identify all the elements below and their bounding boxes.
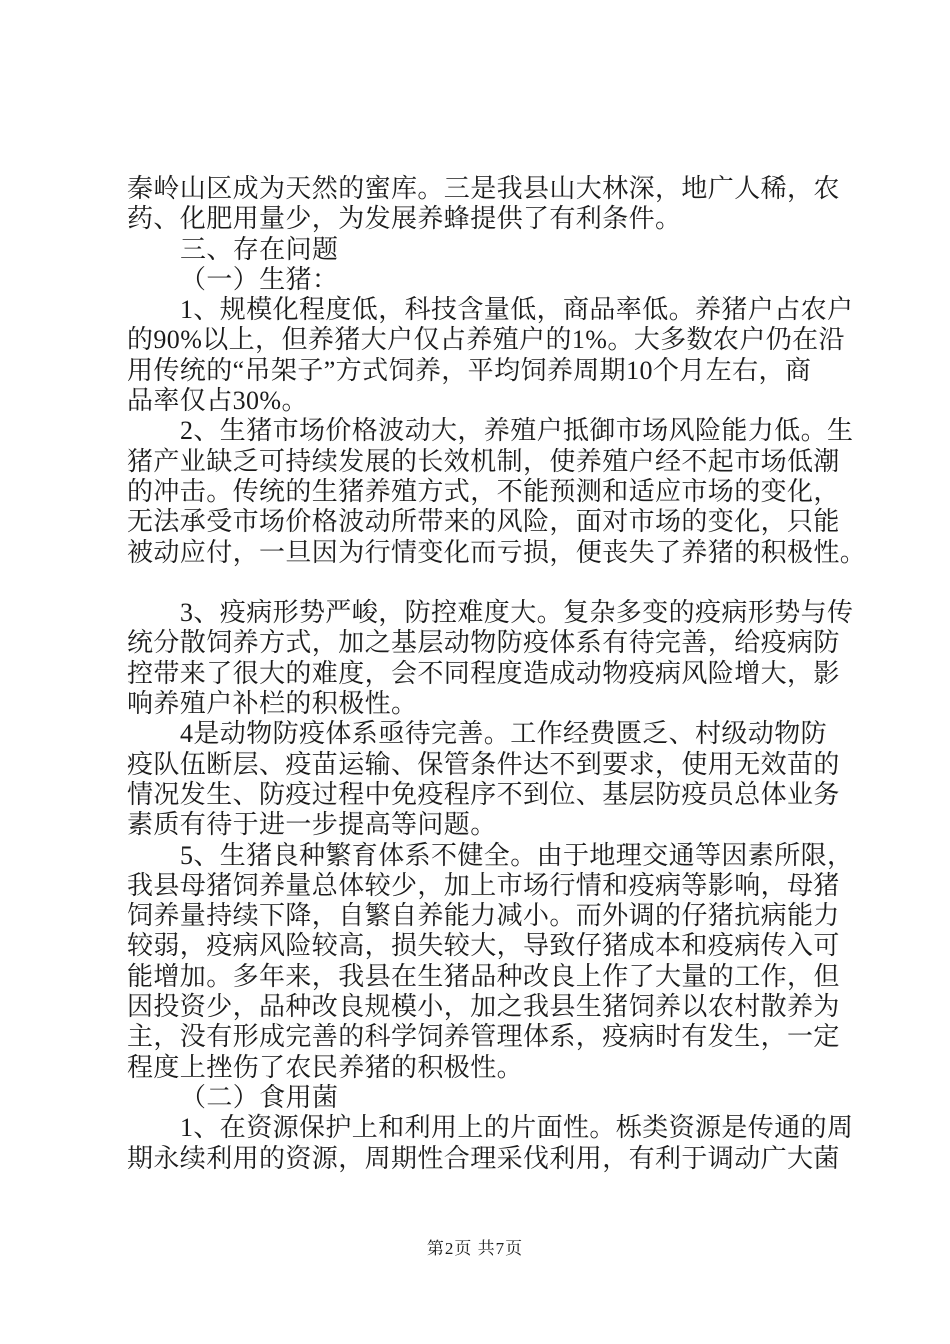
blank-line — [127, 568, 887, 598]
text-line: 控带来了很大的难度，会不同程度造成动物疫病风险增大，影 — [127, 658, 840, 688]
text-line: 主，没有形成完善的科学饲养管理体系，疫病时有发生，一定 — [127, 1022, 840, 1052]
text-line: 5、生猪良种繁育体系不健全。由于地理交通等因素所限， — [180, 840, 854, 870]
text-line: 的冲击。传统的生猪养殖方式，不能预测和适应市场的变化， — [127, 476, 840, 506]
text-line: 统分散饲养方式，加之基层动物防疫体系有待完善，给疫病防 — [127, 628, 840, 658]
text-line: 药、化肥用量少，为发展养蜂提供了有利条件。 — [127, 204, 682, 234]
text-line: 用传统的“吊架子”方式饲养，平均饲养周期10个月左右，商 — [127, 355, 812, 385]
text-line: 的90%以上，但养猪大户仅占养殖户的1%。大多数农户仍在沿 — [127, 325, 845, 355]
text-line: 1、在资源保护上和利用上的片面性。栎类资源是传通的周 — [180, 1113, 854, 1143]
text-line: 三、存在问题 — [180, 234, 339, 264]
text-line: 期永续利用的资源，周期性合理采伐利用，有利于调动广大菌 — [127, 1143, 840, 1173]
text-line: 程度上挫伤了农民养猪的积极性。 — [127, 1052, 524, 1082]
text-line: 因投资少，品种改良规模小，加之我县生猪饲养以农村散养为 — [127, 992, 840, 1022]
text-line: 无法承受市场价格波动所带来的风险，面对市场的变化，只能 — [127, 507, 840, 537]
text-line: 响养殖户补栏的积极性。 — [127, 689, 418, 719]
text-line: 2、生猪市场价格波动大，养殖户抵御市场风险能力低。生 — [180, 416, 854, 446]
text-line: 素质有待于进一步提高等问题。 — [127, 810, 497, 840]
text-line: 秦岭山区成为天然的蜜库。三是我县山大林深，地广人稀，农 — [127, 174, 840, 203]
text-line: 品率仅占30%。 — [127, 386, 308, 416]
page-footer: 第2页 共7页 — [426, 1239, 524, 1258]
text-line: 3、疫病形势严峻，防控难度大。复杂多变的疫病形势与传 — [180, 598, 854, 628]
text-line: 情况发生、防疫过程中免疫程序不到位、基层防疫员总体业务 — [127, 779, 840, 809]
text-line: 疫队伍断层、疫苗运输、保管条件达不到要求，使用无效苗的 — [127, 749, 840, 779]
text-line: 猪产业缺乏可持续发展的长效机制，使养殖户经不起市场低潮 — [127, 446, 840, 476]
text-line: 我县母猪饲养量总体较少，加上市场行情和疫病等影响，母猪 — [127, 870, 840, 900]
text-line: 能增加。多年来，我县在生猪品种改良上作了大量的工作，但 — [127, 961, 840, 991]
text-line: 1、规模化程度低，科技含量低，商品率低。养猪户占农户 — [180, 295, 854, 325]
text-line: 4是动物防疫体系亟待完善。工作经费匮乏、村级动物防 — [180, 719, 828, 749]
text-line: 饲养量持续下降，自繁自养能力减小。而外调的仔猪抗病能力 — [127, 901, 840, 931]
text-line: （二）食用菌 — [180, 1082, 339, 1112]
text-line: 较弱，疫病风险较高，损失较大，导致仔猪成本和疫病传入可 — [127, 931, 840, 961]
text-line: 被动应付，一旦因为行情变化而亏损，便丧失了养猪的积极性。 — [127, 537, 867, 567]
document-text-body — [127, 174, 887, 1174]
text-line: （一）生猪： — [180, 264, 339, 294]
